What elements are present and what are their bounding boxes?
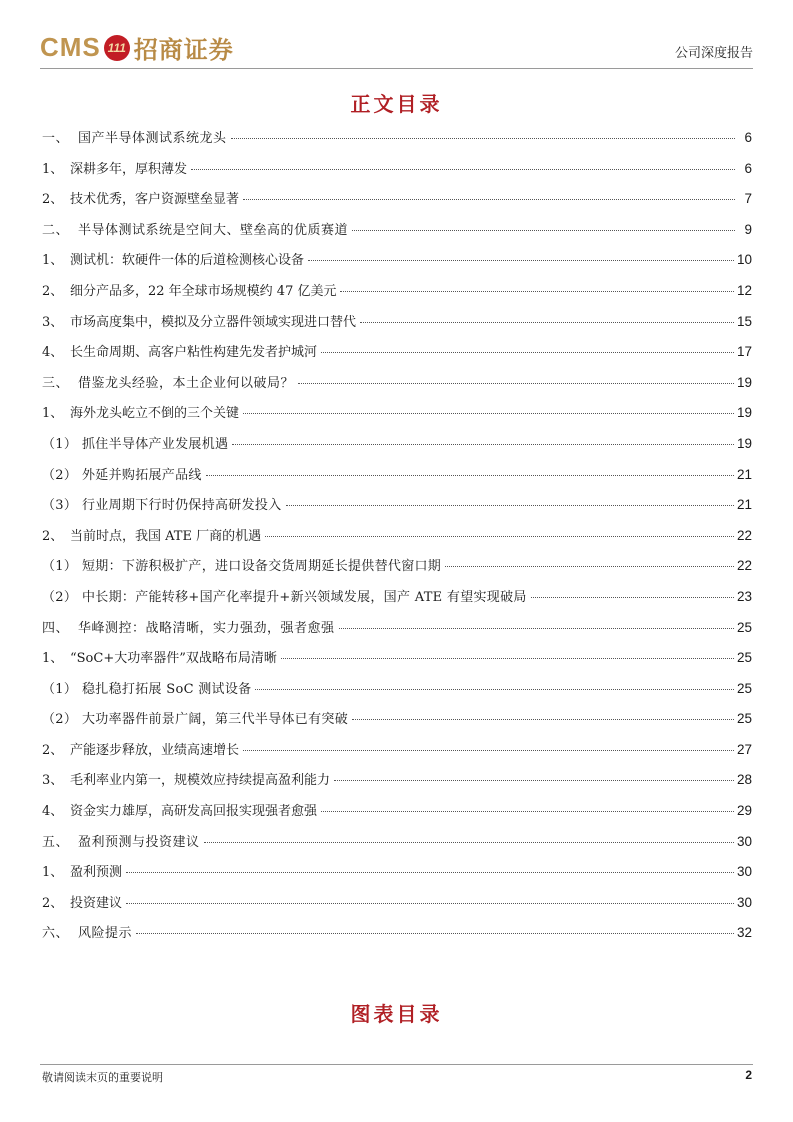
toc-entry-number: 四、 xyxy=(42,620,70,636)
toc-entry-number: 2、 xyxy=(42,895,64,911)
toc-entry[interactable] xyxy=(42,769,752,800)
toc-dot-leader xyxy=(281,658,734,659)
table-of-contents xyxy=(42,127,752,953)
toc-entry-label xyxy=(42,769,330,788)
toc-entry-number: （1） xyxy=(42,436,78,452)
toc-entry-page: 19 xyxy=(736,374,752,390)
toc-entry-title: 风险提示 xyxy=(78,926,133,942)
footer-divider xyxy=(40,1064,753,1065)
toc-entry-page: 21 xyxy=(736,497,752,513)
toc-entry-page: 30 xyxy=(736,864,752,880)
footer-disclaimer: 敬请阅读末页的重要说明 xyxy=(42,1071,163,1084)
toc-entry-page: 22 xyxy=(736,558,752,574)
toc-entry-label xyxy=(42,617,335,636)
toc-entry-label xyxy=(42,555,441,574)
toc-entry-label xyxy=(42,341,317,360)
toc-entry[interactable] xyxy=(42,402,752,433)
toc-entry[interactable] xyxy=(42,341,752,372)
toc-entry-label xyxy=(42,433,228,452)
toc-dot-leader xyxy=(340,291,733,292)
toc-entry-label xyxy=(42,739,239,758)
toc-entry-page: 30 xyxy=(736,894,752,910)
toc-entry-number: （3） xyxy=(42,498,78,514)
toc-entry-page: 9 xyxy=(744,221,752,237)
toc-entry-label xyxy=(42,219,348,238)
toc-entry-page: 25 xyxy=(736,711,752,727)
toc-entry-label xyxy=(42,708,348,727)
toc-entry-title: 海外龙头屹立不倒的三个关键 xyxy=(70,406,240,422)
toc-entry-number: 1、 xyxy=(42,865,64,881)
toc-entry[interactable] xyxy=(42,127,752,158)
toc-entry-number: （1） xyxy=(42,559,78,575)
logo-company-name: 招商证券 xyxy=(133,35,234,64)
toc-entry-page: 12 xyxy=(736,282,752,298)
toc-dot-leader xyxy=(352,719,734,720)
toc-entry[interactable] xyxy=(42,219,752,250)
toc-entry-title: 长生命周期、高客户粘性构建先发者护城河 xyxy=(70,345,318,361)
toc-entry-title: 盈利预测 xyxy=(70,865,123,881)
toc-entry[interactable] xyxy=(42,586,752,617)
toc-entry-title: 细分产品多，22 年全球市场规模约 47 亿美元 xyxy=(70,283,337,299)
toc-dot-leader xyxy=(126,903,734,904)
toc-entry[interactable] xyxy=(42,831,752,862)
toc-entry-number: 1、 xyxy=(42,161,64,177)
toc-dot-leader xyxy=(243,199,735,200)
toc-entry-page: 10 xyxy=(736,252,752,268)
toc-entry-label xyxy=(42,158,187,177)
toc-dot-leader xyxy=(265,536,734,537)
toc-entry-title: “SoC+大功率器件”双战略布局清晰 xyxy=(70,651,277,667)
toc-entry-label xyxy=(42,280,336,299)
toc-entry-number: 1、 xyxy=(42,253,64,269)
toc-entry-number: 2、 xyxy=(42,742,64,758)
toc-entry-page: 7 xyxy=(744,191,752,207)
toc-entry-title: 资金实力雄厚，高研发高回报实现强者愈强 xyxy=(70,804,318,820)
toc-entry-title: 外延并购拓展产品线 xyxy=(82,467,202,483)
toc-dot-leader xyxy=(445,566,734,567)
toc-entry-title: 中长期：产能转移+国产化率提升+新兴领域发展，国产 ATE 有望实现破局 xyxy=(82,589,527,605)
toc-entry[interactable] xyxy=(42,555,752,586)
toc-entry[interactable] xyxy=(42,708,752,739)
toc-entry-title: 深耕多年，厚积薄发 xyxy=(70,161,188,177)
toc-entry-page: 19 xyxy=(736,435,752,451)
toc-dot-leader xyxy=(321,811,734,812)
toc-entry-number: 六、 xyxy=(42,926,70,942)
toc-entry-title: 投资建议 xyxy=(70,895,123,911)
toc-entry-number: （2） xyxy=(42,712,78,728)
toc-entry-number: 二、 xyxy=(42,222,70,238)
toc-entry[interactable] xyxy=(42,494,752,525)
toc-entry-page: 30 xyxy=(736,833,752,849)
toc-entry-number: 一、 xyxy=(42,131,70,146)
toc-dot-leader xyxy=(243,413,734,414)
toc-entry-title: 短期：下游积极扩产，进口设备交货周期延长提供替代窗口期 xyxy=(82,559,442,575)
toc-entry-number: （2） xyxy=(42,589,78,605)
toc-entry-label xyxy=(42,402,239,421)
toc-entry-title: 市场高度集中，模拟及分立器件领域实现进口替代 xyxy=(70,314,357,330)
report-type: 公司深度报告 xyxy=(674,46,753,61)
toc-entry-number: 4、 xyxy=(42,804,64,820)
toc-dot-leader xyxy=(334,780,734,781)
toc-entry[interactable] xyxy=(42,647,752,678)
toc-entry[interactable] xyxy=(42,678,752,709)
toc-entry-number: （2） xyxy=(42,467,78,483)
toc-entry-number: 2、 xyxy=(42,283,64,299)
logo-mark-icon: 111 xyxy=(104,35,130,61)
toc-dot-leader xyxy=(206,475,734,476)
toc-entry-number: 1、 xyxy=(42,406,64,422)
toc-entry-title: 借鉴龙头经验，本土企业何以破局？ xyxy=(78,375,295,391)
toc-entry-number: 2、 xyxy=(42,528,64,544)
toc-entry-page: 29 xyxy=(736,803,752,819)
toc-entry[interactable] xyxy=(42,525,752,556)
toc-dot-leader xyxy=(352,230,735,231)
toc-entry-page: 21 xyxy=(736,466,752,482)
toc-entry[interactable] xyxy=(42,617,752,648)
toc-entry-title: 半导体测试系统是空间大、壁垒高的优质赛道 xyxy=(78,222,349,238)
toc-entry-page: 25 xyxy=(736,680,752,696)
toc-entry-label xyxy=(42,861,122,880)
toc-dot-leader xyxy=(255,689,734,690)
toc-entry-page: 6 xyxy=(744,160,752,176)
toc-entry[interactable] xyxy=(42,739,752,770)
toc-entry-number: 1、 xyxy=(42,651,64,667)
toc-entry-label xyxy=(42,494,282,513)
toc-entry-number: 4、 xyxy=(42,345,64,361)
toc-entry-page: 15 xyxy=(736,313,752,329)
toc-entry-page: 25 xyxy=(736,650,752,666)
toc-entry-page: 27 xyxy=(736,741,752,757)
toc-entry[interactable] xyxy=(42,249,752,280)
toc-entry-label xyxy=(42,678,251,697)
toc-entry-number: 三、 xyxy=(42,375,70,391)
toc-dot-leader xyxy=(339,628,734,629)
toc-entry-page: 25 xyxy=(736,619,752,635)
toc-dot-leader xyxy=(286,505,734,506)
toc-entry-label xyxy=(42,249,304,268)
toc-dot-leader xyxy=(298,383,734,384)
toc-entry-page: 17 xyxy=(736,344,752,360)
toc-entry-label xyxy=(42,831,200,850)
toc-entry-page: 19 xyxy=(736,405,752,421)
toc-dot-leader xyxy=(360,322,734,323)
toc-entry-title: 技术优秀，客户资源壁垒显著 xyxy=(70,192,240,208)
toc-entry-title: 华峰测控：战略清晰，实力强劲，强者愈强 xyxy=(78,620,335,636)
toc-dot-leader xyxy=(231,138,735,139)
header-divider xyxy=(40,68,753,69)
toc-dot-leader xyxy=(531,597,734,598)
toc-entry-title: 抓住半导体产业发展机遇 xyxy=(82,436,229,452)
toc-entry[interactable] xyxy=(42,800,752,831)
toc-entry-label xyxy=(42,464,202,483)
toc-entry-label xyxy=(42,647,277,666)
toc-dot-leader xyxy=(232,444,734,445)
toc-entry-number: 3、 xyxy=(42,773,64,789)
toc-entry[interactable] xyxy=(42,861,752,892)
toc-entry-title: 大功率器件前景广阔，第三代半导体已有突破 xyxy=(82,712,349,728)
toc-entry-number: 2、 xyxy=(42,192,64,208)
toc-entry-page: 6 xyxy=(744,130,752,145)
toc-entry-title: 当前时点，我国 ATE 厂商的机遇 xyxy=(70,528,262,544)
toc-entry-label xyxy=(42,127,227,146)
toc-entry-number: 3、 xyxy=(42,314,64,330)
toc-entry-title: 盈利预测与投资建议 xyxy=(78,834,200,850)
toc-entry[interactable] xyxy=(42,280,752,311)
toc-entry-label xyxy=(42,372,294,391)
toc-dot-leader xyxy=(136,933,734,934)
toc-entry-page: 22 xyxy=(736,527,752,543)
page-number: 2 xyxy=(745,1068,752,1082)
toc-entry-page: 23 xyxy=(736,588,752,604)
toc-entry-label xyxy=(42,586,527,605)
toc-title: 正文目录 xyxy=(350,92,443,116)
toc-entry-title: 测试机：软硬件一体的后道检测核心设备 xyxy=(70,253,305,269)
toc-dot-leader xyxy=(321,352,734,353)
toc-dot-leader xyxy=(126,872,734,873)
toc-entry[interactable] xyxy=(42,372,752,403)
toc-entry-page: 32 xyxy=(736,925,752,941)
toc-entry[interactable] xyxy=(42,464,752,495)
toc-entry[interactable] xyxy=(42,158,752,189)
toc-entry[interactable] xyxy=(42,433,752,464)
toc-entry-label xyxy=(42,188,239,207)
toc-entry-title: 产能逐步释放，业绩高速增长 xyxy=(70,742,240,758)
toc-entry-label xyxy=(42,525,261,544)
toc-entry-label xyxy=(42,311,356,330)
toc-entry[interactable] xyxy=(42,188,752,219)
toc-dot-leader xyxy=(191,169,735,170)
toc-entry[interactable] xyxy=(42,892,752,923)
toc-entry[interactable] xyxy=(42,922,752,953)
toc-entry[interactable] xyxy=(42,311,752,342)
toc-entry-label xyxy=(42,892,122,911)
toc-entry-label xyxy=(42,922,132,941)
toc-entry-number: 五、 xyxy=(42,834,70,850)
toc-entry-label xyxy=(42,800,317,819)
toc-dot-leader xyxy=(243,750,734,751)
toc-entry-number: （1） xyxy=(42,681,78,697)
logo-text: CMS xyxy=(40,32,101,62)
toc-dot-leader xyxy=(204,842,734,843)
toc-entry-title: 稳扎稳打拓展 SoC 测试设备 xyxy=(82,681,252,697)
figure-toc-title: 图表目录 xyxy=(350,1002,443,1026)
page-header xyxy=(40,26,753,68)
toc-entry-title: 毛利率业内第一，规模效应持续提高盈利能力 xyxy=(70,773,331,789)
toc-entry-title: 国产半导体测试系统龙头 xyxy=(78,131,227,146)
toc-entry-page: 28 xyxy=(736,772,752,788)
toc-dot-leader xyxy=(308,260,734,261)
toc-entry-title: 行业周期下行时仍保持高研发投入 xyxy=(82,498,282,514)
cms-logo xyxy=(40,30,234,65)
